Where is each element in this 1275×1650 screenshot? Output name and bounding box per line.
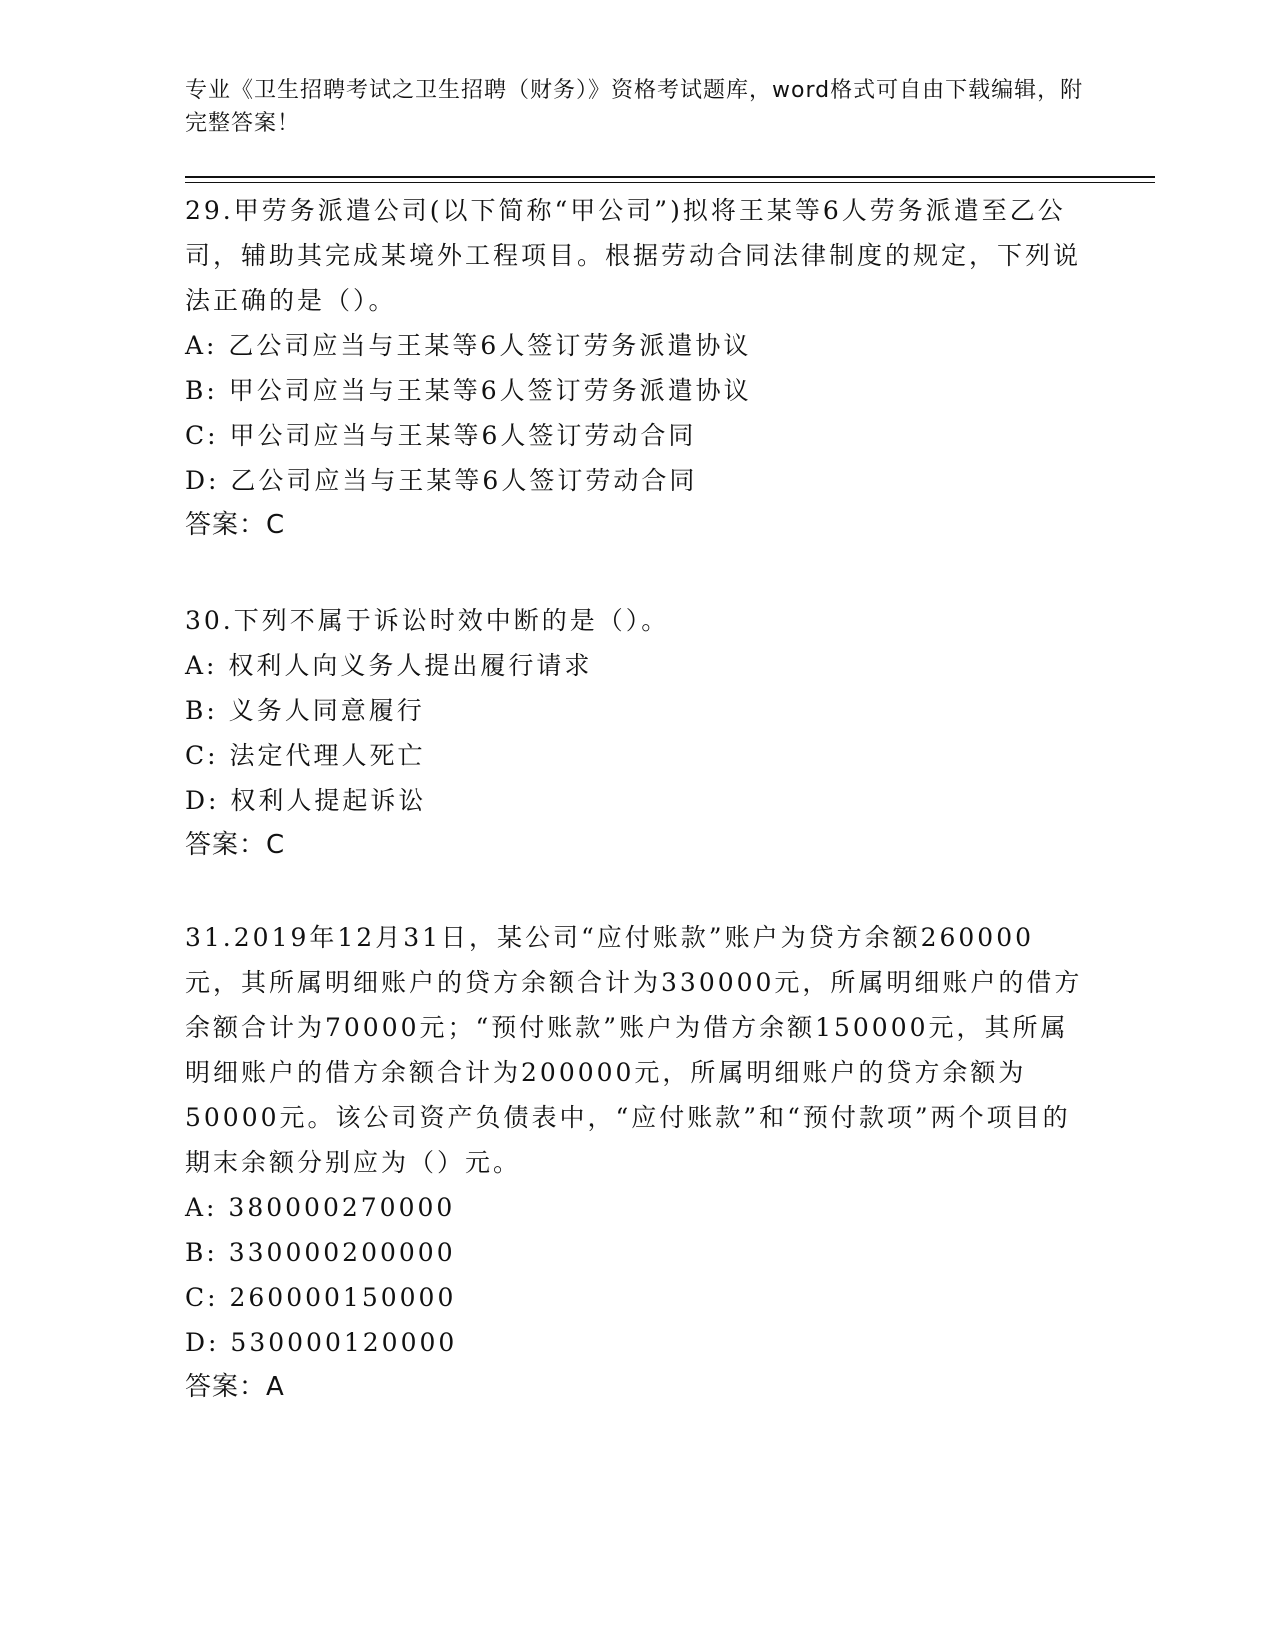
option-a: A: 乙公司应当与王某等6人签订劳务派遣协议	[185, 331, 752, 360]
question-stem: 30.下列不属于诉讼时效中断的是（）。	[185, 606, 670, 635]
question-29	[185, 188, 1085, 548]
answer: 答案：A	[185, 1372, 285, 1402]
option-c: C: 甲公司应当与王某等6人签订劳动合同	[185, 421, 697, 450]
option-d: D: 乙公司应当与王某等6人签订劳动合同	[185, 466, 698, 495]
option-d: D: 530000120000	[185, 1328, 458, 1357]
answer: 答案：C	[185, 510, 286, 540]
option-a: A: 权利人向义务人提出履行请求	[185, 651, 593, 680]
header-divider-thin	[185, 182, 1155, 183]
option-d: D: 权利人提起诉讼	[185, 786, 427, 815]
question-stem: 29.甲劳务派遣公司(以下简称“甲公司”)拟将王某等6人劳务派遣至乙公司，辅助其完成某境外工程项目。根据劳动合同法律制度的规定，下列说法正确的是（）。	[185, 196, 1082, 315]
option-b: B: 义务人同意履行	[185, 696, 425, 725]
document-intro: 专业《卫生招聘考试之卫生招聘（财务）》资格考试题库，word格式可自由下载编辑，附完整答案！	[185, 78, 1084, 136]
option-a: A: 380000270000	[185, 1193, 456, 1222]
option-c: C: 法定代理人死亡	[185, 741, 426, 770]
header-divider-thick	[185, 176, 1155, 178]
option-c: C: 260000150000	[185, 1283, 457, 1312]
question-31	[185, 915, 1085, 1410]
question-30	[185, 598, 1085, 868]
question-stem: 31.2019年12月31日，某公司“应付账款”账户为贷方余额260000元，其所属明细账户的贷方余额合计为330000元，所属明细账户的借方余额合计为70000元；“预付账款”账户为借方余额150000元，其所属明细账户的借方余额合计为200000元，所属明细账户的贷方余额为50000元。该公司资产负债表中，“应付账款”和“预付款项”两个项目的期末余额分别应为（）元。	[185, 923, 1083, 1177]
option-b: B: 330000200000	[185, 1238, 456, 1267]
answer: 答案：C	[185, 830, 286, 860]
option-b: B: 甲公司应当与王某等6人签订劳务派遣协议	[185, 376, 752, 405]
